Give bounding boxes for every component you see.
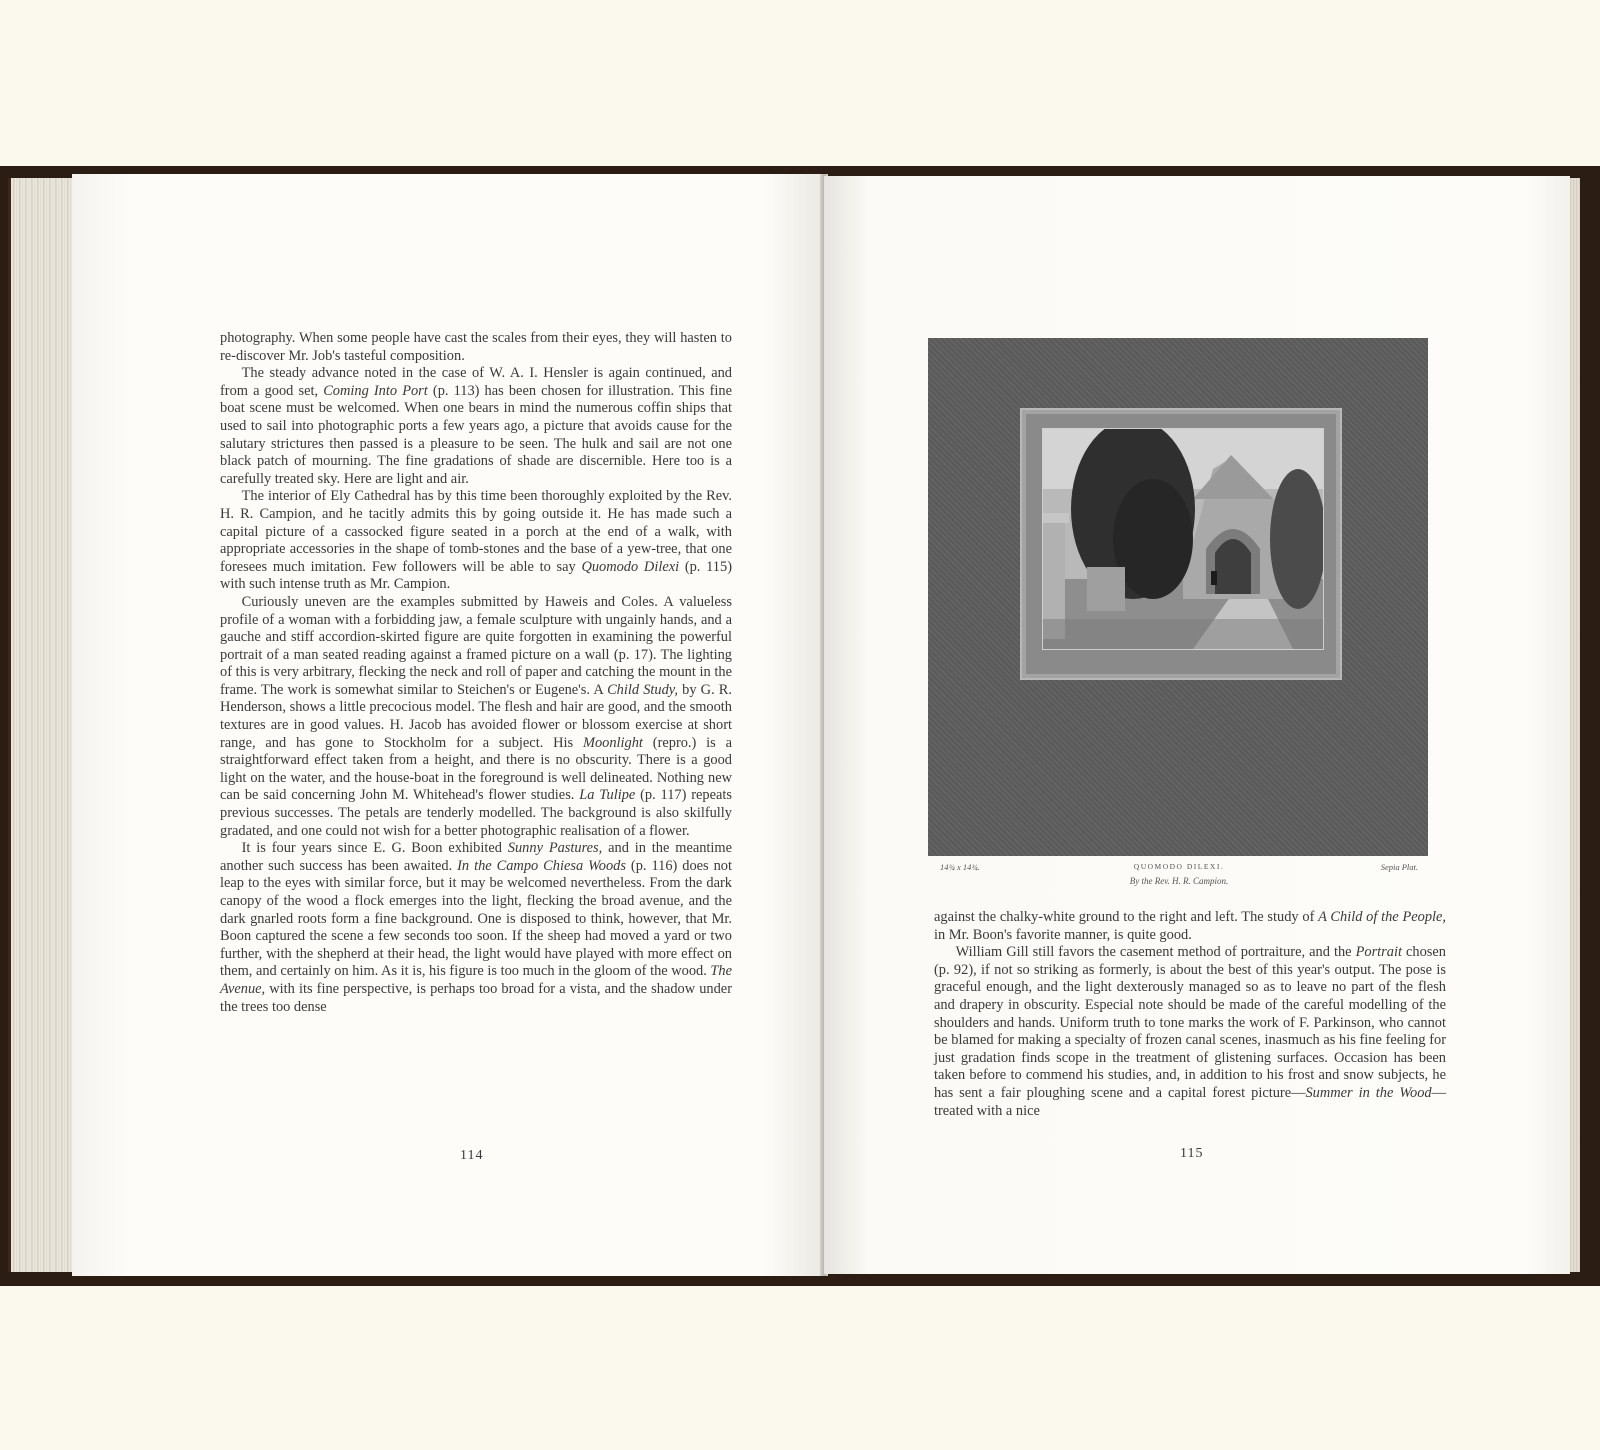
left-page	[72, 174, 824, 1276]
italic-title: Summer in the Wood	[1305, 1084, 1432, 1101]
italic-title: Portrait	[1355, 944, 1402, 961]
photo-plate	[928, 338, 1428, 856]
photograph-image	[1043, 429, 1323, 649]
italic-title: A Child of the People,	[1318, 909, 1446, 925]
photo-mat	[1020, 408, 1342, 680]
plate-size: 14¾ x 14¾.	[940, 862, 980, 872]
italic-title: Quomodo Dilexi	[581, 558, 680, 575]
italic-title: In the Campo Chiesa Woods	[457, 857, 626, 874]
plate-title: QUOMODO DILEXI.	[1133, 862, 1225, 871]
text-run: The interior of Ely Cathedral has by this time been thoroughly exploited by the Rev. H. R. Campion, and he tacitly admits this by going outside it. He has made such a capital picture of a cassocked figure seated in a porch at the end of a walk, with appropriate accessories in the shape of tomb-stones and the base of a yew-tree, that one foresees much imitation. Few followers will be able to say	[220, 488, 732, 575]
paragraph	[220, 488, 732, 594]
right-page-number: 115	[1180, 1146, 1204, 1161]
plate-author: By the Rev. H. R. Campion.	[1129, 876, 1229, 886]
italic-title: Moonlight	[582, 734, 643, 751]
plate-process: Sepia Plat.	[1380, 862, 1418, 872]
text-run: (p. 115) with such intense truth as Mr. Campion.	[220, 558, 732, 593]
text-run: (p. 117) repeats previous successes. The petals are tenderly modelled. The background is also skilfully gradated, and one could not wish for a better photographic realisation of a flower.	[220, 787, 732, 839]
paragraph	[934, 944, 1446, 1120]
italic-title: La Tulipe	[579, 787, 636, 804]
photograph-church-porch	[1042, 428, 1324, 650]
text-run: in Mr. Boon's favorite manner, is quite good.	[934, 926, 1192, 943]
text-run: by G. R. Henderson, shows a little precocious model. The flesh and hair are good, and the smooth textures are in good values. H. Jacob has avoided flower or blossom exercise at short range, and has gone to Stockholm for a subject. His	[220, 681, 733, 751]
text-run: (p. 113) has been chosen for illustration. This fine boat scene must be welcomed. When one bears in mind the numerous coffin ships that used to sail into photographic ports a few years ago, a picture that avoids cause for the salutary strictures then passed is a pleasure to be seen. The hulk and sail are not one black patch of mourning. The fine gradations of shade are discernible. Here too is a carefully treated sky. Here are light and air.	[220, 382, 732, 487]
paragraph	[220, 840, 732, 1016]
text-run: against the chalky-white ground to the right and left. The study of	[934, 909, 1319, 925]
text-run: —treated with a nice	[934, 1084, 1446, 1119]
italic-title: Child Study,	[607, 681, 678, 698]
text-run: William Gill still favors the casement method of portraiture, and the	[955, 944, 1356, 961]
italic-title: The Avenue,	[220, 963, 733, 997]
left-page-body-text	[220, 330, 732, 1016]
text-run: photography. When some people have cast the scales from their eyes, they will hasten to re-discover Mr. Job's tasteful composition.	[220, 330, 732, 364]
text-run: chosen (p. 92), if not so striking as formerly, is about the best of this year's output. The pose is graceful enough, and the light dexterously managed so as to leave no part of the flesh and drapery in obscurity. Especial note should be made of the careful modelling of the shoulders and hands. Uniform truth to tone marks the work of F. Parkinson, who cannot be blamed for making a specialty of frozen canal scenes, inasmuch as his fine feeling for just gradation finds scope in the treatment of glistening surfaces. Occasion has been taken before to commend his studies, and, in addition to his frost and snow subjects, he has sent a fair ploughing scene and a capital forest picture—	[934, 944, 1446, 1101]
text-run: with its fine perspective, is perhaps too broad for a vista, and the shadow under the trees too dense	[220, 980, 732, 1015]
paragraph	[220, 330, 732, 365]
paragraph	[934, 909, 1446, 944]
text-run: Curiously uneven are the examples submitted by Haweis and Coles. A valueless profile of a woman with a forbidding jaw, a female sculpture with ungainly hands, and a gauche and stiff accordion-skirted figure are quite forgotten in examining the powerful portrait of a man seated reading against a framed picture on a wall (p. 17). The lighting of this is very arbitrary, flecking the neck and roll of paper and catching the mount in the frame. The work is somewhat similar to Steichen's or Eugene's. A	[220, 593, 732, 698]
text-run: (p. 116) does not leap to the eyes with similar force, but it may be welcomed nevertheless. From the dark canopy of the wood a flock emerges into the light, flecking the broad avenue, and the dark gnarled roots form a fine background. One is disposed to think, however, that Mr. Boon captured the scene a few seconds too soon. If the sheep had moved a yard or two further, with the shepherd at their head, the light would have played with more effect on them, and certainly on him. As it is, his figure is too much in the gloom of the wood.	[220, 857, 732, 980]
left-page-number: 114	[460, 1148, 484, 1163]
paragraph	[220, 365, 732, 488]
italic-title: Coming Into Port	[323, 382, 428, 399]
plate-caption	[940, 862, 1418, 892]
right-page-body-text	[934, 909, 1446, 1120]
text-run: and in the meantime another such success has been awaited.	[220, 840, 732, 874]
italic-title: Sunny Pastures,	[507, 840, 603, 857]
text-run: It is four years since E. G. Boon exhibited	[241, 840, 508, 857]
text-run: (repro.) is a straightforward effect taken from a height, and there is no obscurity. There is a good light on the water, and the house-boat in the foreground is well delineated. Nothing new can be said concerning John M. Whitehead's flower studies.	[220, 734, 732, 804]
paragraph	[220, 594, 732, 840]
text-run: The steady advance noted in the case of W. A. I. Hensler is again continued, and from a good set,	[220, 365, 732, 399]
right-page	[824, 176, 1570, 1274]
page-edges-left	[8, 178, 77, 1272]
